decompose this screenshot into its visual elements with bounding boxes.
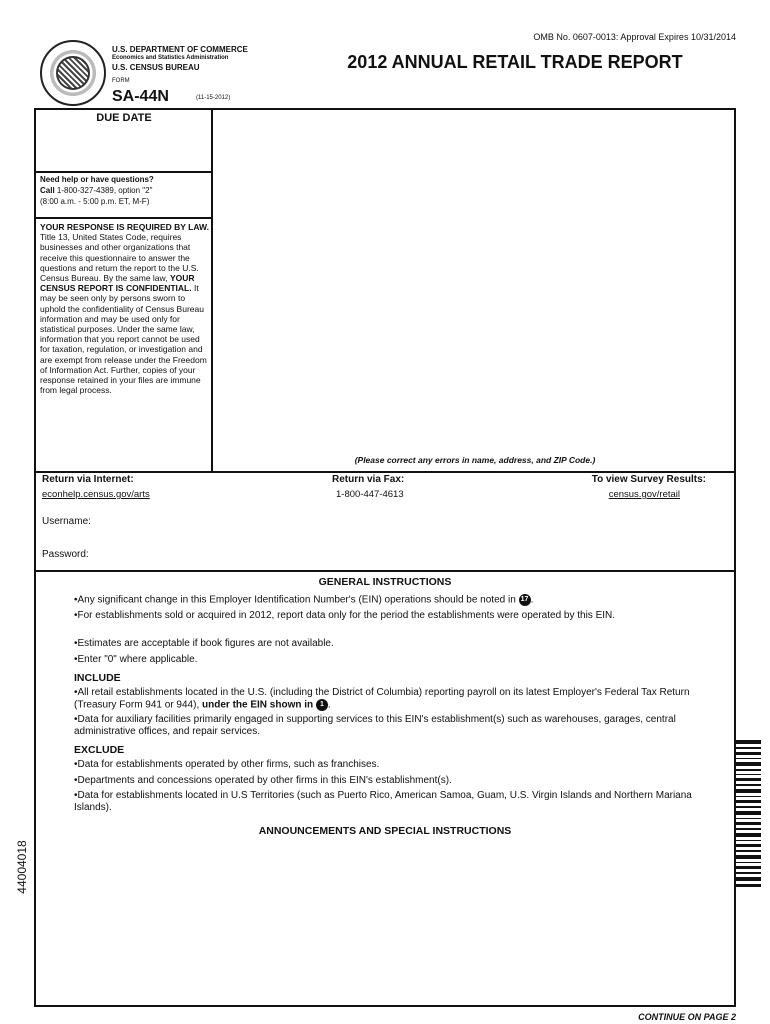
form-number: SA-44N bbox=[112, 88, 169, 105]
item-reference-badge: 1 bbox=[316, 699, 328, 711]
help-box bbox=[40, 174, 210, 207]
fax-label: Return via Fax: bbox=[332, 474, 405, 485]
due-date-rule bbox=[34, 171, 213, 173]
legal-required-text: Title 13, United States Code, requires businesses and other organizations that receive this questionnaire to answer the questions and return the report to the U.S. Census Bureau. By the same law, bbox=[40, 232, 199, 284]
exclude-item: •Data for establishments located in U.S Territories (such as Puerto Rico, American Samoa, Guam, U.S. Virgin Islands and Northern Mariana Islands). bbox=[74, 790, 692, 813]
include-item: •All retail establishments located in the U.S. (including the District of Columbia) reporting payroll on its latest Employer's Federal Tax Return (Treasury Form 941 or 944), under the EIN shown in 1 . bbox=[74, 687, 690, 711]
instruction-item: •Enter "0" where applicable. bbox=[74, 654, 198, 665]
barcode-icon bbox=[735, 740, 761, 888]
page-title: 2012 ANNUAL RETAIL TRADE REPORT bbox=[347, 52, 683, 72]
document-id: 44004018 bbox=[15, 840, 29, 894]
revision-date: (11-15-2012) bbox=[196, 95, 231, 101]
help-phone: 1-800-327-4389, option "2" bbox=[56, 186, 153, 195]
omb-approval: OMB No. 0607-0013: Approval Expires 10/31/2014 bbox=[533, 32, 736, 42]
agency-department: U.S. DEPARTMENT OF COMMERCE bbox=[112, 45, 248, 54]
instruction-item: •For establishments sold or acquired in 2012, report data only for the period the establishments were operated by this EIN. bbox=[74, 610, 616, 621]
results-label: To view Survey Results: bbox=[591, 474, 706, 485]
census-seal-logo bbox=[40, 40, 106, 106]
exclude-item: •Departments and concessions operated by other firms in this EIN's establishment(s). bbox=[74, 775, 452, 786]
sidebar-divider bbox=[211, 108, 213, 473]
continue-note: CONTINUE ON PAGE 2 bbox=[638, 1012, 736, 1022]
address-bottom-rule bbox=[34, 471, 736, 473]
instruction-item: •Any significant change in this Employer Identification Number's (EIN) operations should be noted in 17 . bbox=[74, 594, 534, 606]
legal-confidential-text: It may be seen only by persons sworn to uphold the confidentiality of Census Bureau information and may be used only for statistical purposes. Under the same law, information that you report cannot be used for taxation, regulation, or investigation and are exempt from release under the Freedom of Information Act. Further, copies of your response retained in your files are immune from legal process. bbox=[40, 283, 207, 396]
include-heading: INCLUDE bbox=[74, 672, 121, 684]
help-hours: (8:00 a.m. - 5:00 p.m. ET, M-F) bbox=[40, 197, 150, 206]
internet-label: Return via Internet: bbox=[42, 474, 134, 485]
instruction-item: •Estimates are acceptable if book figures are not available. bbox=[74, 638, 334, 649]
form-label: FORM bbox=[112, 78, 130, 84]
help-question: Need help or have questions? bbox=[40, 175, 154, 184]
legal-required-heading: YOUR RESPONSE IS REQUIRED BY LAW. bbox=[40, 222, 209, 232]
help-call-label: Call bbox=[40, 186, 55, 195]
fax-number: 1-800-447-4613 bbox=[336, 489, 404, 500]
help-rule bbox=[34, 217, 213, 219]
address-correction-note: (Please correct any errors in name, address, and ZIP Code.) bbox=[354, 455, 596, 465]
announcements-heading: ANNOUNCEMENTS AND SPECIAL INSTRUCTIONS bbox=[258, 825, 512, 837]
agency-bureau: U.S. CENSUS BUREAU bbox=[112, 63, 200, 72]
exclude-item: •Data for establishments operated by other firms, such as franchises. bbox=[74, 759, 380, 770]
include-item: •Data for auxiliary facilities primarily engaged in supporting services to this EIN's establishment(s) such as warehouses, garages, central administrative offices, and repair services. bbox=[74, 714, 676, 737]
results-link[interactable]: census.gov/retail bbox=[608, 489, 680, 500]
username-label: Username: bbox=[42, 516, 91, 527]
general-instructions-heading: GENERAL INSTRUCTIONS bbox=[318, 576, 452, 588]
legal-confidential-heading: YOUR CENSUS REPORT IS CONFIDENTIAL. bbox=[40, 273, 195, 294]
agency-administration: Economics and Statistics Administration bbox=[112, 55, 229, 61]
item-reference-badge: 17 bbox=[519, 594, 531, 606]
due-date-label: DUE DATE bbox=[96, 112, 152, 124]
legal-notice bbox=[40, 222, 210, 395]
internet-link[interactable]: econhelp.census.gov/arts bbox=[42, 489, 150, 500]
exclude-heading: EXCLUDE bbox=[74, 744, 125, 756]
password-label: Password: bbox=[42, 549, 89, 560]
login-bottom-rule bbox=[34, 570, 736, 572]
